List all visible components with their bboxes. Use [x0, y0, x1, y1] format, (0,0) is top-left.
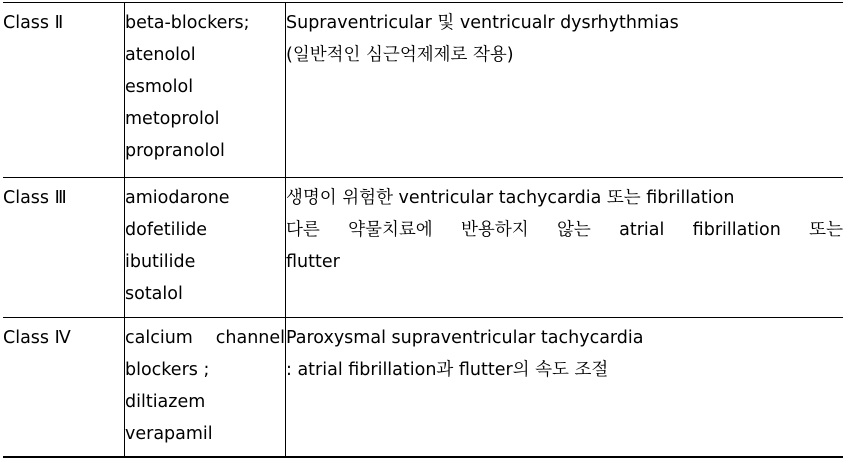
drug-name: calcium channel [125, 328, 285, 348]
indication-text: 다른 약물치료에 반용하지 않는 atrial fibrillation 또는 [286, 220, 843, 240]
indication-text: Paroxysmal supraventricular tachycardia [286, 328, 644, 348]
drug-class-cell [3, 178, 125, 318]
drug-name: diltiazem [125, 392, 206, 412]
drug-list-cell [125, 178, 286, 318]
drug-name: metoprolol [125, 109, 220, 129]
indication-text: (일반적인 심근억제제로 작용) [286, 45, 514, 65]
drug-name: beta-blockers; [125, 13, 250, 33]
drug-class-cell [3, 3, 125, 178]
drug-name: amiodarone [125, 188, 230, 208]
indication-text: 생명이 위험한 ventricular tachycardia 또는 fibrillation [286, 188, 735, 208]
indication-text: flutter [286, 252, 340, 272]
antiarrhythmic-drug-table [3, 2, 843, 458]
indication-text: : atrial fibrillation과 flutter의 속도 조절 [286, 360, 609, 380]
table-row [3, 318, 843, 458]
drug-name: blockers ; [125, 360, 210, 380]
drug-name: dofetilide [125, 220, 208, 240]
indication-cell [286, 3, 844, 178]
drug-class-label: Class Ⅳ [3, 328, 71, 348]
table-row [3, 178, 843, 318]
table-row [3, 3, 843, 178]
drug-name: verapamil [125, 424, 213, 444]
drug-list-cell [125, 3, 286, 178]
indication-cell [286, 178, 844, 318]
drug-class-label: Class Ⅲ [3, 188, 67, 208]
drug-class-label: Class Ⅱ [3, 13, 64, 33]
drug-name: sotalol [125, 284, 183, 304]
drug-list-cell [125, 318, 286, 458]
drug-name: propranolol [125, 141, 225, 161]
drug-name: esmolol [125, 77, 194, 97]
drug-name: atenolol [125, 45, 196, 65]
drug-name: ibutilide [125, 252, 196, 272]
indication-text: Supraventricular 및 ventricualr dysrhythmias [286, 13, 679, 33]
drug-class-cell [3, 318, 125, 458]
indication-cell [286, 318, 844, 458]
